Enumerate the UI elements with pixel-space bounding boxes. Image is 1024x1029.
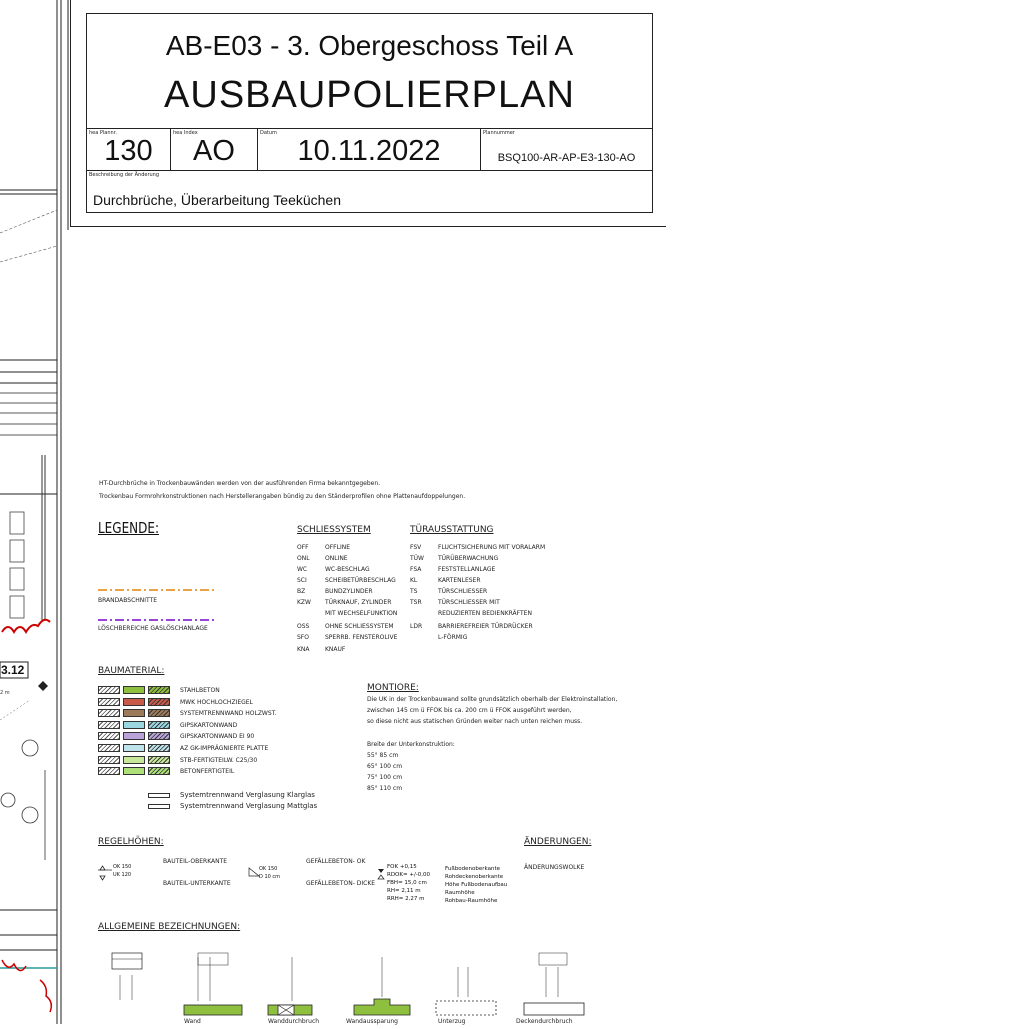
ta-text: TÜRSCHLIESSER MIT — [438, 599, 500, 606]
ta-code: FSV — [410, 544, 422, 551]
unterkante-label: BAUTEIL-UNTERKANTE — [163, 880, 231, 887]
material-hatch-swatch — [98, 721, 120, 729]
plan-type: AUSBAUPOLIERPLAN — [164, 74, 575, 116]
sl-code: OFF — [297, 544, 309, 551]
sl-text: WC-BESCHLAG — [325, 566, 370, 573]
glazing-label: Systemtrennwand Verglasung Mattglas — [180, 802, 318, 810]
material-label: SYSTEMTRENNWAND HOLZWST. — [180, 710, 277, 718]
floor-plan-fragment — [0, 0, 70, 1024]
legend-title: LEGENDE: — [98, 519, 159, 537]
field-label-plannr: hea Plannr. — [89, 130, 117, 136]
sl-code: BZ — [297, 588, 306, 595]
sym-wand-label: Wand — [184, 1018, 201, 1025]
height-val: FBH= 15,0 cm — [387, 880, 427, 886]
material-color-swatch — [123, 721, 145, 729]
material-row — [98, 721, 298, 731]
material-pattern-swatch — [148, 756, 170, 764]
montiore-line-3: so diese nicht aus statischen Gründen weiter nach unten reichen muss. — [367, 718, 583, 725]
plan-index: AO — [193, 135, 235, 167]
material-pattern-swatch — [148, 686, 170, 694]
schliesssystem-title: SCHLIESSYSTEM — [297, 525, 371, 535]
ta-text: FLUCHTSICHERUNG MIT VORALARM — [438, 544, 546, 551]
material-pattern-swatch — [148, 721, 170, 729]
legend-lines — [98, 586, 216, 626]
sym1-bot: UK 120 — [113, 872, 132, 878]
sym-wanddurchbruch-label: Wanddurchbruch — [268, 1018, 320, 1025]
material-color-swatch — [123, 767, 145, 775]
ta-code: LDR — [410, 623, 423, 630]
breite-title: Breite der Unterkonstruktion: — [367, 741, 455, 748]
allgemeine-title: ALLGEMEINE BEZEICHNUNGEN: — [98, 922, 241, 932]
change-description: Durchbrüche, Überarbeitung Teeküchen — [93, 192, 342, 208]
legend-loesch-label: LÖSCHBEREICHE GASLÖSCHANLAGE — [98, 625, 208, 632]
room-number: 3.12 — [1, 663, 25, 677]
plan-code: BSQ100-AR-AP-E3-130-AO — [497, 152, 636, 164]
montiore-line-1: Die UK in der Trockenbauwand sollte grundsätzlich oberhalb der Elektroinstallation, — [367, 696, 618, 703]
sl-code: KNA — [297, 646, 310, 653]
floor-plan-drawing — [0, 0, 70, 1024]
material-hatch-swatch — [98, 767, 120, 775]
field-label-plannummer: Plannummer — [483, 130, 515, 136]
material-row — [98, 698, 298, 708]
ta-text: TÜRÜBERWACHUNG — [438, 555, 499, 562]
sl-code: OSS — [297, 623, 310, 630]
montiore-title: MONTIORE: — [367, 683, 419, 693]
height-desc: Raumhöhe — [445, 890, 475, 896]
height-desc: Rohdeckenoberkante — [445, 874, 504, 880]
ta-text: TÜRSCHLIESSER — [438, 588, 488, 595]
material-pattern-swatch — [148, 744, 170, 752]
field-label-description: Beschreibung der Änderung — [89, 172, 160, 178]
material-pattern-swatch — [148, 767, 170, 775]
baumaterial-list — [98, 686, 318, 816]
ta-code: TÜW — [410, 555, 424, 562]
material-row — [98, 709, 298, 719]
material-label: MWK HOCHLOCHZIEGEL — [180, 698, 253, 706]
material-label: STAHLBETON — [180, 687, 220, 694]
ta-code: TS — [410, 588, 418, 595]
material-hatch-swatch — [98, 744, 120, 752]
material-pattern-swatch — [148, 732, 170, 740]
regelhoehen-title: REGELHÖHEN: — [98, 837, 164, 847]
sl-code: SCI — [297, 577, 307, 584]
ta-text: FESTSTELLANLAGE — [438, 566, 496, 573]
glazing-swatch — [148, 804, 170, 809]
ta-code: FSA — [410, 566, 422, 573]
gef-ok-label: GEFÄLLEBETON- OK — [306, 858, 366, 865]
symbols-drawing — [98, 945, 598, 1024]
material-color-swatch — [123, 732, 145, 740]
plan-title: AB-E03 - 3. Obergeschoss Teil A — [165, 30, 574, 61]
sl-text: KNAUF — [325, 646, 346, 653]
sym-deckendurchbruch-label: Deckendurchbruch — [516, 1018, 573, 1025]
material-row — [98, 744, 298, 754]
material-label: BETONFERTIGTEIL — [180, 768, 235, 776]
material-hatch-swatch — [98, 709, 120, 717]
note-2: Trockenbau Formrohrkonstruktionen nach Herstellerangaben bündig zu den Ständerprofilen ohne Plattenaufdoppelungen. — [99, 493, 466, 500]
field-label-index: hea Index — [173, 130, 198, 136]
material-color-swatch — [123, 709, 145, 717]
sym1-top: OK 150 — [113, 864, 132, 870]
material-hatch-swatch — [98, 686, 120, 694]
breite-2: 65° 100 cm — [367, 763, 403, 770]
ta-code: KL — [410, 577, 418, 584]
glazing-swatch — [148, 793, 170, 798]
ta-text: L-FÖRMIG — [438, 634, 468, 641]
ta-text: REDUZIERTEN BEDIENKRÄFTEN — [438, 610, 532, 617]
material-row — [98, 686, 298, 696]
material-hatch-swatch — [98, 698, 120, 706]
material-row — [98, 756, 298, 766]
sym-unterzug-label: Unterzug — [438, 1018, 466, 1025]
legend-brand-label: BRANDABSCHNITTE — [98, 597, 158, 604]
sl-text: ONLINE — [325, 555, 348, 562]
sym2-top: OK 150 — [259, 866, 278, 872]
material-color-swatch — [123, 744, 145, 752]
material-row — [98, 767, 298, 777]
height-val: RRH= 2,27 m — [387, 896, 425, 902]
height-desc: Höhe Fußbodenaufbau — [445, 882, 508, 888]
sl-text: SCHEIBETÜRBESCHLAG — [325, 577, 396, 584]
sl-text: OFFLINE — [325, 544, 351, 551]
gef-dicke-label: GEFÄLLEBETON- DICKE — [306, 880, 376, 887]
height-val: FOK +0,15 — [387, 864, 417, 870]
breite-3: 75° 100 cm — [367, 774, 403, 781]
material-pattern-swatch — [148, 698, 170, 706]
sl-text: MIT WECHSELFUNKTION — [325, 610, 398, 617]
material-row — [98, 732, 298, 742]
material-hatch-swatch — [98, 756, 120, 764]
height-val: RH= 2,11 m — [387, 888, 421, 894]
sl-code: ONL — [297, 555, 310, 562]
material-label: GIPSKARTONWAND — [180, 721, 238, 729]
aenderungswolke-label: ÄNDERUNGSWOLKE — [524, 864, 585, 871]
tuerausstattung-title: TÜRAUSSTATTUNG — [410, 525, 494, 535]
sl-text: OHNE SCHLIESSYSTEM — [325, 623, 394, 630]
field-label-date: Datum — [260, 130, 277, 136]
montiore-line-2: zwischen 145 cm ü FFOK bis ca. 200 cm ü FFOK ausgeführt werden, — [367, 707, 572, 714]
material-hatch-swatch — [98, 732, 120, 740]
ta-code: TSR — [410, 599, 422, 606]
sl-code: WC — [297, 566, 308, 573]
material-color-swatch — [123, 756, 145, 764]
plan-date: 10.11.2022 — [297, 135, 441, 167]
sym2-bot: D 10 cm — [259, 874, 281, 880]
material-label: STB-FERTIGTEILW. C25/30 — [180, 756, 258, 764]
note-1: HT-Durchbrüche in Trockenbauwänden werden von der ausführenden Firma bekanntgegeben. — [99, 480, 381, 487]
plan-number: 130 — [104, 135, 153, 167]
height-desc: Rohbau-Raumhöhe — [445, 898, 498, 904]
sym-wandaussparung-label: Wandaussparung — [346, 1018, 398, 1025]
oberkante-label: BAUTEIL-OBERKANTE — [163, 858, 228, 865]
material-color-swatch — [123, 698, 145, 706]
height-val: RDOK= +/-0,00 — [387, 872, 431, 878]
material-label: GIPSKARTONWAND EI 90 — [180, 733, 255, 741]
height-desc: Fußbodenoberkante — [445, 866, 501, 872]
sl-text: SPERRB. FENSTEROLIVE — [325, 634, 398, 641]
breite-1: 55° 85 cm — [367, 752, 399, 759]
sl-code: KZW — [297, 599, 311, 606]
title-block — [86, 13, 653, 213]
ta-text: BARRIEREFREIER TÜRDRÜCKER — [438, 623, 533, 630]
glazing-label: Systemtrennwand Verglasung Klarglas — [180, 791, 315, 799]
aenderungen-title: ÄNDERUNGEN: — [524, 837, 592, 847]
baumaterial-title: BAUMATERIAL: — [98, 666, 165, 676]
sl-text: TÜRKNAUF, ZYLINDER — [325, 599, 392, 606]
ta-text: KARTENLESER — [438, 577, 481, 584]
material-pattern-swatch — [148, 709, 170, 717]
sl-text: BUNDZYLINDER — [325, 588, 373, 595]
material-label: AZ GK-IMPRÄGNIERTE PLATTE — [180, 745, 269, 752]
material-color-swatch — [123, 686, 145, 694]
room-area: 2 m — [0, 690, 10, 696]
breite-4: 85° 110 cm — [367, 785, 403, 792]
sl-code: SFO — [297, 634, 309, 641]
